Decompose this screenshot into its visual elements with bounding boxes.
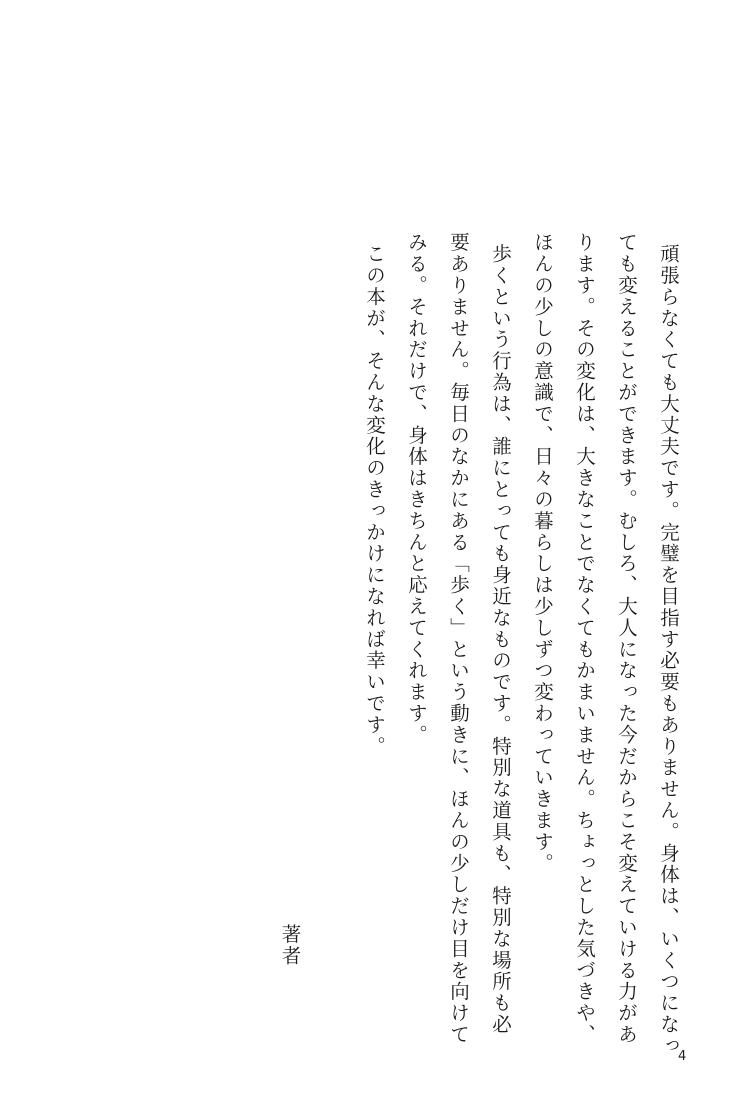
text-column-4: ほんの少しの意識で、日々の暮らしは少しずつ変わっていきます。 <box>531 232 554 874</box>
preface-body <box>348 222 680 1057</box>
text-column-2: ても変えることができます。むしろ、大人になった今だからこそ変えていける力があ <box>615 232 638 1046</box>
text-column-3: ります。その変化は、大きなことでなくてもかまいません。ちょっとした気づきや、 <box>573 232 596 1046</box>
page-number: 4 <box>678 1049 687 1064</box>
text-column-1: 頑張らなくても大丈夫です。完璧を目指す必要もありません。身体は、いくつになっ <box>657 222 680 1057</box>
text-column-5: 歩くという行為は、誰にとっても身近なものです。特別な道具も、特別な場所も必 <box>489 222 512 1036</box>
text-column-7: みる。それだけで、身体はきちんと応えてくれます。 <box>405 232 428 746</box>
text-column-8: この本が、そんな変化のきっかけになれば幸いです。 <box>363 222 386 757</box>
text-column-6: 要ありません。毎日のなかにある「歩く」という動きに、ほんの少しだけ目を向けて <box>447 232 470 1046</box>
author-signature: 著者 <box>278 924 302 967</box>
